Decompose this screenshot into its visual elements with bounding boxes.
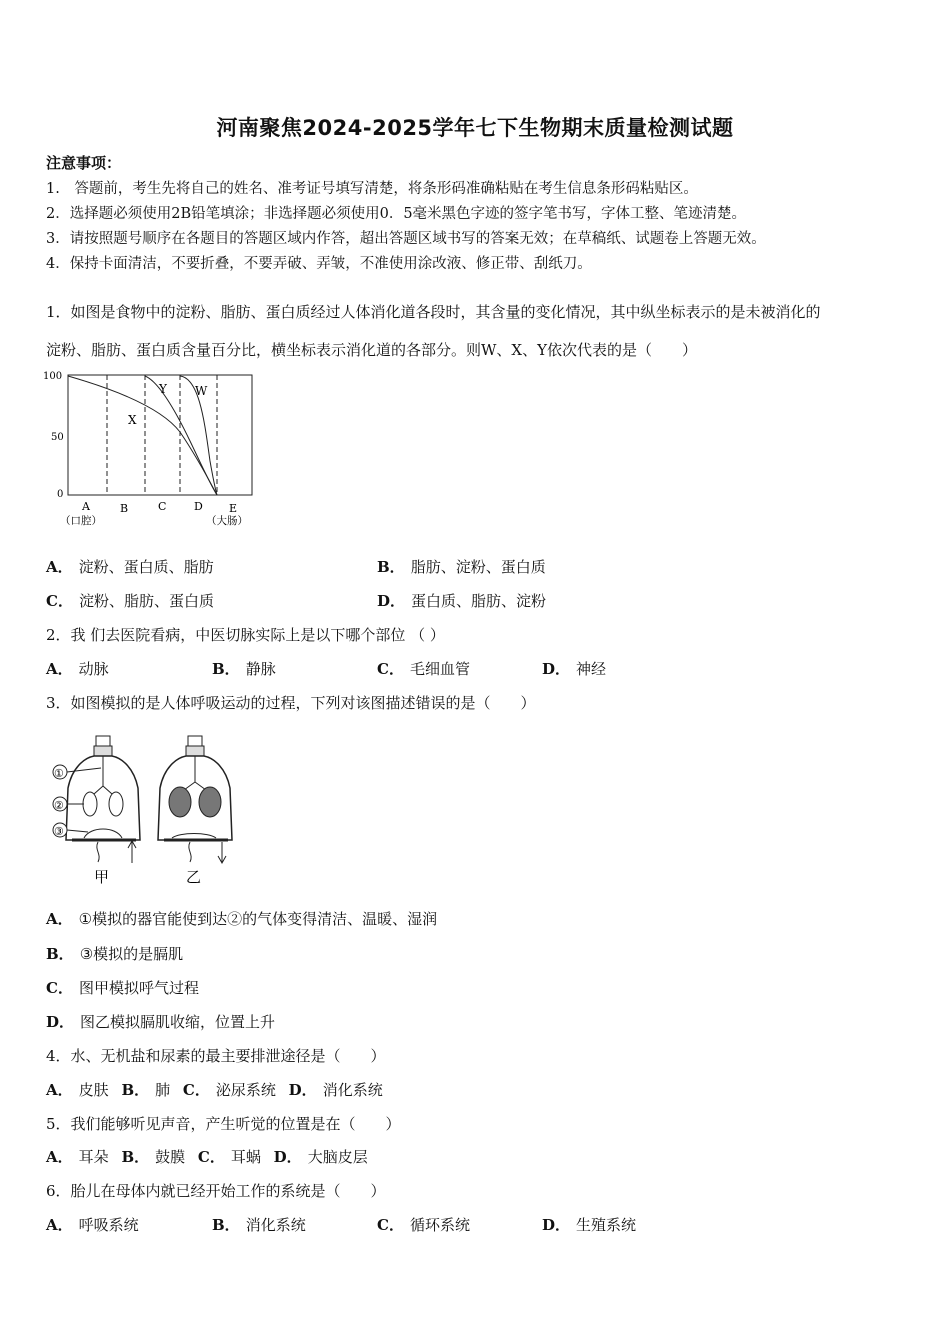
q1-stem-line1: 1．如图是食物中的淀粉、脂肪、蛋白质经过人体消化道各段时，其含量的变化情况，其中纵坐标表示的是未被消化的 (46, 303, 821, 321)
q5-options (46, 1146, 368, 1167)
y-tick-50: 50 (51, 432, 64, 443)
q2-option-d-letter: D． (542, 660, 571, 678)
q6-option-d-letter: D． (542, 1216, 571, 1234)
q6-option-c-letter: C． (377, 1216, 404, 1234)
q6-option-b[interactable] (212, 1214, 306, 1235)
q3-option-a-letter: A． (46, 910, 73, 928)
q6-option-d-text: 生殖系统 (576, 1216, 637, 1234)
x-sub-a: （口腔） (60, 515, 102, 527)
q1-option-d-text: 蛋白质、脂肪、淀粉 (411, 592, 547, 610)
notice-item-2: 2．选择题必须使用2B铅笔填涂；非选择题必须使用0．5毫米黑色字迹的签字笔书写，字体工整、笔迹清楚。 (46, 206, 747, 222)
q6-option-a-text: 呼吸系统 (78, 1216, 139, 1234)
q5-option-d-letter: D． (273, 1148, 302, 1166)
q6-option-c[interactable] (377, 1214, 470, 1235)
q5-option-d[interactable] (274, 1148, 368, 1166)
q3-option-d-text: 图乙模拟膈肌收缩，位置上升 (80, 1013, 276, 1031)
y-tick-0: 0 (57, 489, 64, 500)
q4-option-d[interactable] (289, 1081, 383, 1099)
q2-option-b-text: 静脉 (245, 660, 276, 678)
q5-stem: 5．我们能够听见声音，产生听觉的位置是在（ ） (46, 1115, 401, 1133)
jar-yi (158, 736, 232, 863)
notice-item-1: 1. 答题前，考生先将自己的姓名、准考证号填写清楚，将条形码准确粘贴在考生信息条形码粘贴区。 (46, 181, 698, 197)
q2-option-a-letter: A． (46, 660, 73, 678)
digestion-chart (40, 366, 280, 534)
x-label-c: C (158, 500, 167, 513)
q5-option-a-text: 耳朵 (78, 1148, 109, 1166)
q4-option-a-letter: A． (46, 1081, 73, 1099)
q3-option-a-text: ①模拟的器官能使到达②的气体变得清洁、温暖、湿润 (78, 910, 438, 928)
q2-option-d-text: 神经 (576, 660, 607, 678)
q6-option-b-letter: B． (212, 1216, 240, 1234)
q3-option-d[interactable] (46, 1011, 275, 1032)
q1-option-c-letter: C． (46, 592, 73, 610)
notice-item-3: 3．请按照题号顺序在各题目的答题区域内作答，超出答题区域书写的答案无效；在草稿纸、试题卷上答题无效。 (46, 231, 766, 247)
q3-option-b-letter: B． (46, 945, 74, 963)
q1-option-c[interactable] (46, 590, 214, 611)
q1-stem-line2: 淀粉、脂肪、蛋白质含量百分比，横坐标表示消化道的各部分。则W、X、Y依次代表的是（ ） (46, 341, 698, 359)
q1-option-a-text: 淀粉、蛋白质、脂肪 (78, 558, 214, 576)
q4-option-d-text: 消化系统 (322, 1081, 383, 1099)
q3-option-c-letter: C． (46, 979, 73, 997)
q1-option-a-letter: A． (46, 558, 73, 576)
q6-stem: 6．胎儿在母体内就已经开始工作的系统是（ ） (46, 1182, 386, 1200)
breathing-model-figure (44, 728, 244, 888)
q5-option-b[interactable] (121, 1148, 185, 1166)
q6-option-d[interactable] (542, 1214, 636, 1235)
x-label-d: D (194, 500, 203, 513)
q3-option-b[interactable] (46, 943, 183, 964)
label-x: X (128, 413, 137, 427)
q5-option-a[interactable] (46, 1148, 109, 1166)
q1-option-c-text: 淀粉、脂肪、蛋白质 (78, 592, 214, 610)
q3-option-c-text: 图甲模拟呼气过程 (78, 979, 199, 997)
q2-option-b-letter: B． (212, 660, 240, 678)
x-label-b: B (120, 502, 129, 515)
q4-option-b[interactable] (121, 1081, 170, 1099)
q5-option-b-text: 鼓膜 (155, 1148, 186, 1166)
jar-jia-label: 甲 (94, 868, 110, 886)
q4-options (46, 1079, 383, 1100)
q5-option-c-letter: C． (197, 1148, 225, 1166)
q6-option-a-letter: A． (46, 1216, 73, 1234)
q2-option-c-text: 毛细血管 (409, 660, 470, 678)
q1-option-b-text: 脂肪、淀粉、蛋白质 (410, 558, 546, 576)
q4-stem: 4．水、无机盐和尿素的最主要排泄途径是（ ） (46, 1047, 386, 1065)
q2-option-c-letter: C． (377, 660, 404, 678)
q3-option-b-text: ③模拟的是膈肌 (79, 945, 184, 963)
x-label-a: A (82, 500, 90, 513)
marker-3-label: ③ (54, 825, 64, 838)
q2-option-a[interactable] (46, 658, 109, 679)
q5-option-c[interactable] (198, 1148, 261, 1166)
x-sub-e: （大肠） (206, 515, 248, 527)
q4-option-a-text: 皮肤 (78, 1081, 109, 1099)
q4-option-c-letter: C． (182, 1081, 210, 1099)
x-label-e: E (229, 502, 238, 515)
q1-option-b[interactable] (377, 556, 546, 577)
q3-option-a[interactable] (46, 908, 437, 929)
q4-option-b-text: 肺 (155, 1081, 171, 1099)
q2-option-d[interactable] (542, 658, 606, 679)
y-tick-100: 100 (43, 371, 63, 382)
q1-option-b-letter: B． (377, 558, 405, 576)
q5-option-c-text: 耳蜗 (230, 1148, 261, 1166)
q6-option-b-text: 消化系统 (245, 1216, 306, 1234)
q2-stem: 2．我 们去医院看病，中医切脉实际上是以下哪个部位 （ ） (46, 626, 445, 644)
q1-option-d-letter: D． (377, 592, 406, 610)
q1-option-a[interactable] (46, 556, 214, 577)
q2-option-a-text: 动脉 (78, 660, 109, 678)
q3-stem: 3．如图模拟的是人体呼吸运动的过程，下列对该图描述错误的是（ ） (46, 694, 536, 712)
label-w: W (195, 384, 208, 398)
q5-option-a-letter: A． (46, 1148, 73, 1166)
page-title: 河南聚焦2024-2025学年七下生物期末质量检测试题 (216, 116, 734, 140)
q4-option-b-letter: B． (121, 1081, 150, 1099)
q3-option-c[interactable] (46, 977, 199, 998)
label-y: Y (159, 382, 167, 396)
marker-2-label: ② (54, 799, 64, 812)
q5-option-b-letter: B． (121, 1148, 150, 1166)
q6-option-a[interactable] (46, 1214, 139, 1235)
q4-option-d-letter: D． (288, 1081, 317, 1099)
jar-jia (66, 736, 140, 863)
q4-option-c-text: 泌尿系统 (215, 1081, 276, 1099)
q1-option-d[interactable] (377, 590, 546, 611)
q6-option-c-text: 循环系统 (409, 1216, 470, 1234)
jar-yi-label: 乙 (186, 868, 202, 886)
q4-option-c[interactable] (183, 1081, 276, 1099)
q2-option-b[interactable] (212, 658, 276, 679)
q4-option-a[interactable] (46, 1081, 109, 1099)
q2-option-c[interactable] (377, 658, 470, 679)
q3-option-d-letter: D． (46, 1013, 75, 1031)
notice-heading: 注意事项： (46, 154, 122, 172)
q5-option-d-text: 大脑皮层 (307, 1148, 368, 1166)
notice-item-4: 4．保持卡面清洁，不要折叠，不要弄破、弄皱，不准使用涂改液、修正带、刮纸刀。 (46, 256, 592, 272)
marker-1-label: ① (54, 767, 64, 780)
